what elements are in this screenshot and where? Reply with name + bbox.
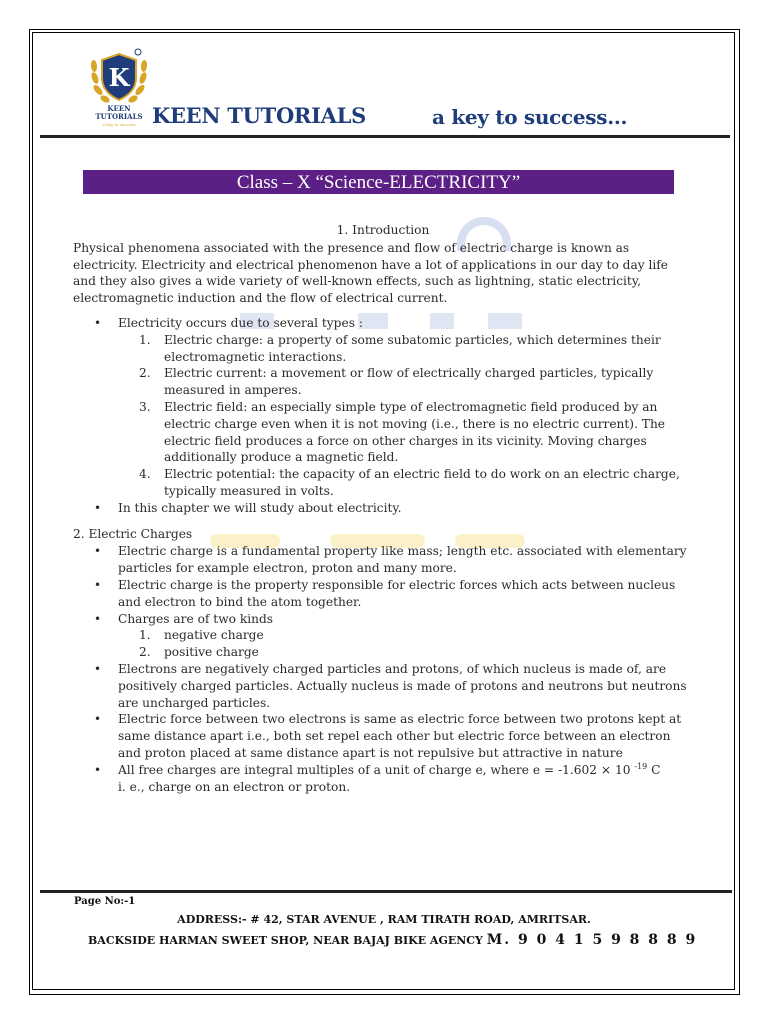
list-item (118, 627, 693, 644)
list-number: 1. (139, 628, 151, 643)
kind-text: negative charge (164, 628, 264, 643)
list-item: • In this chapter we will study about electricity. (73, 500, 693, 517)
document-body (73, 222, 693, 795)
header-rule (40, 135, 730, 138)
list-number: 1. (139, 332, 151, 347)
list-item (118, 399, 693, 466)
list-item (118, 365, 693, 399)
address-text: BACKSIDE HARMAN SWEET SHOP, NEAR BAJAJ BIKE AGENCY (88, 934, 487, 947)
definition: an especially simple type of electromagnetic field produced by an electric charge even when it is not moving (i.e., there is no electric current). The electric field produces a force on other charges in its vicinity. Moving charges additionally produce a magnetic field. (164, 399, 666, 465)
bullet-text-line2: i. e., charge on an electron or proton. (118, 779, 351, 794)
brand-name: KEEN TUTORIALS (152, 103, 366, 128)
class-banner: Class – X “Science-ELECTRICITY” (83, 170, 674, 194)
kind-text: positive charge (164, 645, 259, 660)
list-item (118, 332, 693, 366)
unit-text: C (647, 762, 661, 777)
definition: a property of some subatomic particles, which determines their electromagnetic interactions. (164, 332, 661, 364)
definition: the capacity of an electric field to do work on an electric charge, typically measured in volts. (164, 467, 680, 498)
term: Electric current: (164, 366, 267, 381)
address-line-2 (88, 932, 697, 948)
list-item: • Electric force between two electrons is same as electric force between two protons kept at same distance apart i.e., both set repel each other but electric force between an electron and proton placed at same distance apart is not repulsive but attractive in nature (73, 711, 693, 761)
charges-bullets (73, 543, 693, 795)
list-item (118, 644, 693, 661)
logo-letter: K (108, 63, 130, 92)
list-item (73, 762, 693, 796)
charge-kinds-list (118, 627, 693, 661)
logo-text-small: a key to success (102, 122, 136, 127)
list-item: • Electric charge is the property responsible for electric forces which acts between nucleus and electron to bind the atom together. (73, 577, 693, 611)
bullet-text: Electricity occurs due to several types : (118, 315, 363, 330)
list-item (73, 611, 693, 661)
bullet-text: Charges are of two kinds (118, 611, 274, 626)
term: Electric field: (164, 399, 248, 414)
definition: a movement or flow of electrically charged particles, typically measured in amperes. (164, 366, 654, 398)
list-item (73, 315, 693, 500)
term: Electric charge: (164, 332, 264, 347)
mobile-number: M. 9 0 4 1 5 9 8 8 8 9 (486, 932, 698, 948)
list-number: 2. (139, 366, 151, 381)
section-heading-introduction: 1. Introduction (336, 223, 430, 237)
list-number: 2. (139, 645, 151, 660)
section-heading-electric-charges: 2. Electric Charges (73, 526, 193, 541)
list-number: 3. (139, 399, 151, 414)
exponent: -19 (634, 761, 648, 771)
list-item: • Electrons are negatively charged particles and protons, of which nucleus is made of, are positively charged particles. Actually nucleus is made of protons and neutrons but neutrons are uncharged particles. (73, 661, 693, 711)
intro-paragraph: Physical phenomena associated with the presence and flow of electric charge is known as electricity. Electricity and electrical phenomenon have a lot of applications in our day to day life and they also gives a wide variety of well-known effects, such as lightning, static electricity, electromagnetic induction and the flow of electrical current. (73, 240, 669, 306)
logo-text-tutorials: TUTORIALS (95, 112, 143, 121)
intro-bullets (73, 315, 693, 517)
footer-rule (40, 890, 732, 893)
electricity-types-list (118, 332, 693, 500)
list-item: • Electric charge is a fundamental property like mass; length etc. associated with elementary particles for example electron, proton and many more. (73, 543, 693, 577)
bullet-text: All free charges are integral multiples of a unit of charge e, where e = -1.602 × 10 (118, 762, 635, 777)
page-number: Page No:-1 (74, 896, 136, 907)
logo-text-keen: KEEN (107, 104, 131, 113)
list-item (118, 466, 693, 500)
list-number: 4. (139, 467, 151, 482)
address-line-1: ADDRESS:- # 42, STAR AVENUE , RAM TIRATH ROAD, AMRITSAR. (177, 913, 591, 926)
term: Electric potential: (164, 467, 276, 482)
keen-tutorials-logo (86, 44, 152, 128)
brand-tagline: a key to success... (432, 105, 628, 129)
